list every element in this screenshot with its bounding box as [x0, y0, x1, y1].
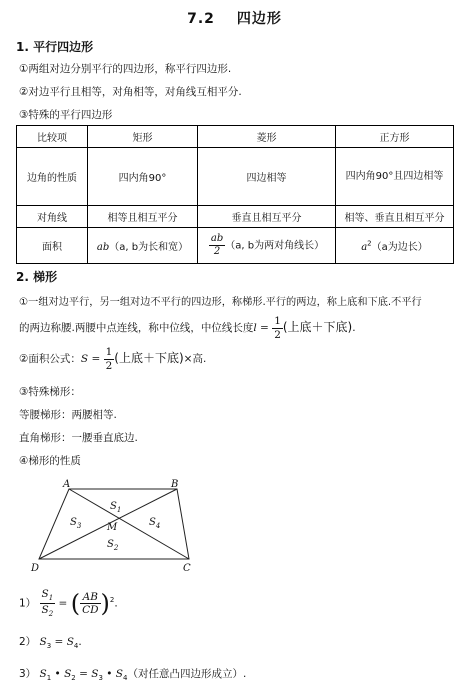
table-row	[17, 148, 454, 206]
area-square-note: （a为边长）	[371, 242, 428, 253]
formula-3-label: 3）	[19, 668, 37, 680]
page-title	[0, 8, 469, 28]
parallelogram-definition: ①两组对边分别平行的四边形，称平行四边形.	[19, 63, 232, 75]
point-m-label: M	[107, 522, 118, 533]
header-rectangle: 矩形	[88, 126, 198, 148]
area-formula-label: ②面积公式：	[19, 353, 81, 365]
ab-over-cd: $\frac{AB}{CD}$	[82, 590, 99, 617]
half-fraction: $\frac{1}{2}$	[274, 315, 281, 341]
point-a-label: A	[63, 479, 71, 490]
half-fraction: $\frac{1}{2}$	[105, 346, 113, 372]
midline-text: 的两边称腰.两腰中点连线，称中位线，中位线长度	[19, 322, 254, 334]
table-cell: 垂直且相互平分	[198, 206, 336, 228]
table-cell: 相等、垂直且相互平分	[336, 206, 454, 228]
equals-sign: =	[88, 353, 104, 365]
diagonal-ac	[69, 489, 189, 559]
table-row	[17, 228, 454, 264]
area-rectangle-formula: ab	[96, 242, 110, 253]
parallelogram-properties: ②对边平行且相等，对角相等，对角线互相平分.	[19, 86, 242, 98]
area-rectangle-cell	[88, 228, 198, 264]
point-c-label: C	[183, 563, 191, 574]
isosceles-trapezoid: 等腰梯形：两腰相等.	[19, 409, 117, 421]
area-s3-label: $S_3$	[70, 517, 82, 530]
area-rhombus-fraction: $\frac{ab}{2}$	[210, 233, 224, 257]
area-square-exponent: 2	[367, 239, 372, 248]
midline-variable: l	[253, 322, 257, 334]
s1-over-s2: $\frac{S_1}{S_2}$	[41, 588, 54, 619]
row-label: 面积	[17, 228, 88, 264]
table-row	[17, 206, 454, 228]
header-compare: 比较项	[17, 126, 88, 148]
trapezoid-definition-line2	[19, 316, 356, 340]
row-label: 边角的性质	[17, 148, 88, 206]
trapezoid-definition-line1: ①一组对边平行，另一组对边不平行的四边形，称梯形.平行的两边，称上底和下底.不平行	[19, 297, 422, 308]
trapezoid-diagram	[25, 475, 205, 575]
area-rhombus-note: （a, b为两对角线长）	[225, 240, 325, 252]
midline-paren: (上底＋下底)	[282, 320, 353, 334]
area-variable: S	[80, 353, 89, 365]
formula-3: 3） $S_1$ • $S_2 = S_3$ • $S_4$（对任意凸四边形成立）.	[19, 668, 247, 683]
row-label: 对角线	[17, 206, 88, 228]
area-suffix: ×高.	[183, 353, 207, 365]
title-text: 四边形	[236, 11, 282, 27]
special-parallelogram-heading: ③特殊的平行四边形	[19, 109, 113, 121]
right-trapezoid: 直角梯形：一腰垂直底边.	[19, 432, 138, 444]
section-number: 7.2	[187, 11, 215, 27]
area-s2-label: $S_2$	[107, 539, 119, 552]
point-b-label: B	[171, 479, 179, 490]
special-trapezoid-heading: ③特殊梯形：	[19, 386, 81, 398]
table-header-row	[17, 126, 454, 148]
formula-1-label: 1）	[19, 597, 37, 610]
area-square-cell	[336, 228, 454, 264]
equals-sign: =	[256, 322, 273, 334]
heading-parallelogram: 1. 平行四边形	[16, 40, 94, 54]
formula-2: 2） $S_3 = S_4$.	[19, 636, 82, 651]
area-square-formula: a	[361, 242, 368, 253]
trapezoid-properties-heading: ④梯形的性质	[19, 455, 81, 467]
trapezoid-area-formula	[19, 347, 206, 371]
area-s1-label: $S_1$	[110, 501, 122, 514]
area-s4-label: $S_4$	[149, 517, 161, 530]
table-cell: 四边相等	[198, 148, 336, 206]
header-rhombus: 菱形	[198, 126, 336, 148]
formula-3-note: （对任意凸四边形成立）.	[127, 668, 247, 680]
area-paren: (上底＋下底)	[114, 351, 184, 365]
comparison-table	[16, 125, 454, 264]
point-d-label: D	[31, 563, 40, 574]
formula-1: 1） $\frac{S_1}{S_2}$ = ( $\frac{AB}{CD}$ )$^2$.	[19, 588, 118, 619]
period: .	[352, 322, 356, 334]
table-cell: 相等且相互平分	[88, 206, 198, 228]
area-rhombus-cell	[198, 228, 336, 264]
table-cell: 四内角90°	[88, 148, 198, 206]
formula-2-label: 2）	[19, 636, 37, 648]
table-cell: 四内角90°且四边相等	[336, 148, 454, 206]
heading-trapezoid: 2. 梯形	[16, 270, 58, 284]
header-square: 正方形	[336, 126, 454, 148]
area-rectangle-note: （a, b为长和宽）	[109, 242, 189, 253]
